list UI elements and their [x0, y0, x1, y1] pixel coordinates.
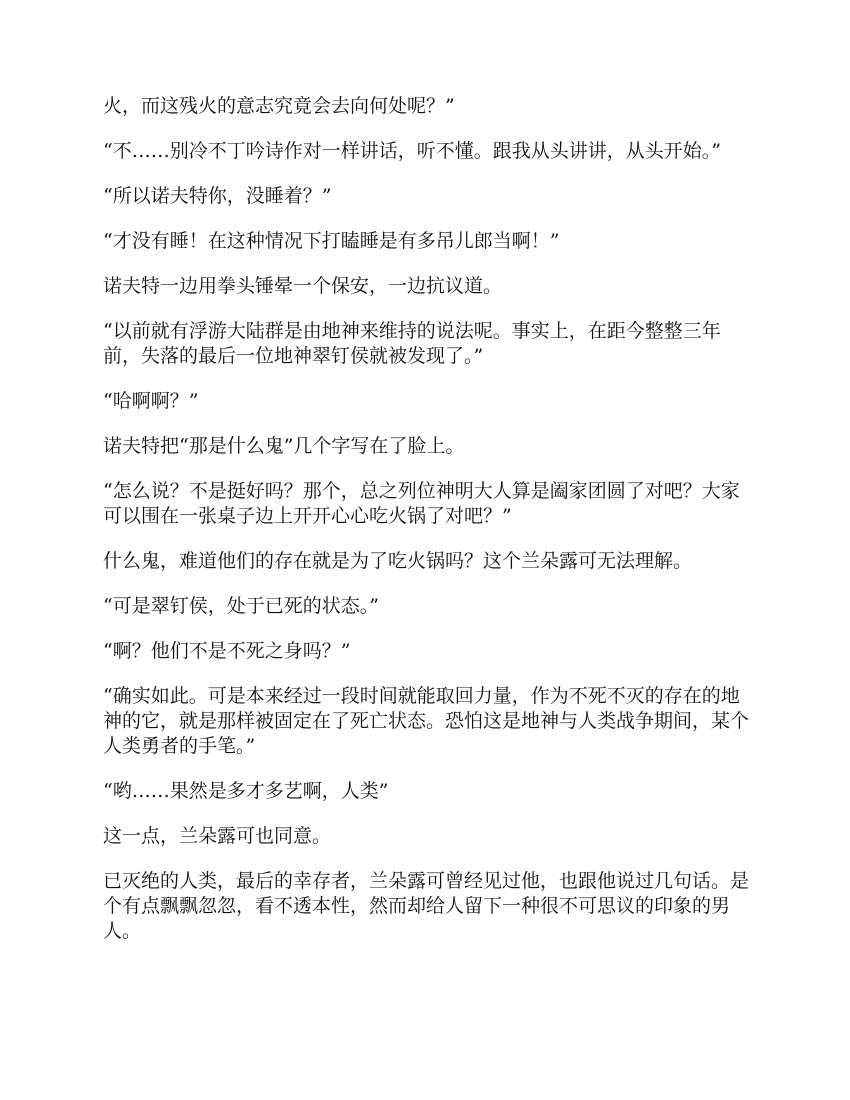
document-body [103, 94, 753, 964]
paragraph-9: “怎么说？不是挺好吗？那个，总之列位神明大人算是阖家团圆了对吧？大家可以围在一张桌子边上开开心心吃火锅了对吧？” [103, 480, 740, 527]
paragraph-1: 火，而这残火的意志究竟会去向何处呢？” [103, 95, 455, 117]
paragraph-6: “以前就有浮游大陆群是由地神来维持的说法呢。事实上，在距今整整三年前，失落的最后一位地神翠钉侯就被发现了。” [103, 320, 721, 367]
paragraph-11: “可是翠钉侯，处于已死的状态。” [103, 595, 379, 617]
paragraph-13: “确实如此。可是本来经过一段时间就能取回力量，作为不死不灭的存在的地神的它，就是那样被固定在了死亡状态。恐怕这是地神与人类战争期间，某个人类勇者的手笔。” [103, 685, 750, 757]
paragraph-15: 这一点，兰朵露可也同意。 [103, 825, 332, 847]
paragraph-12: “啊？他们不是不死之身吗？” [103, 640, 351, 662]
paragraph-14: “哟……果然是多才多艺啊，人类” [103, 780, 389, 802]
paragraph-7: “哈啊啊？” [103, 390, 199, 412]
paragraph-16: 已灭绝的人类，最后的幸存者，兰朵露可曾经见过他，也跟他说过几句话。是个有点飘飘忽忽，看不透本性，然而却给人留下一种很不可思议的印象的男人。 [103, 870, 750, 942]
paragraph-4: “才没有睡！在这种情况下打瞌睡是有多吊儿郎当啊！” [103, 230, 560, 252]
paragraph-3: “所以诺夫特你，没睡着？” [103, 185, 332, 207]
paragraph-10: 什么鬼，难道他们的存在就是为了吃火锅吗？这个兰朵露可无法理解。 [103, 550, 693, 572]
paragraph-5: 诺夫特一边用拳头锤晕一个保安，一边抗议道。 [103, 275, 503, 297]
paragraph-8: 诺夫特把“那是什么鬼”几个字写在了脸上。 [103, 435, 465, 457]
paragraph-2: “不……别冷不丁吟诗作对一样讲话，听不懂。跟我从头讲讲，从头开始。” [103, 140, 721, 162]
